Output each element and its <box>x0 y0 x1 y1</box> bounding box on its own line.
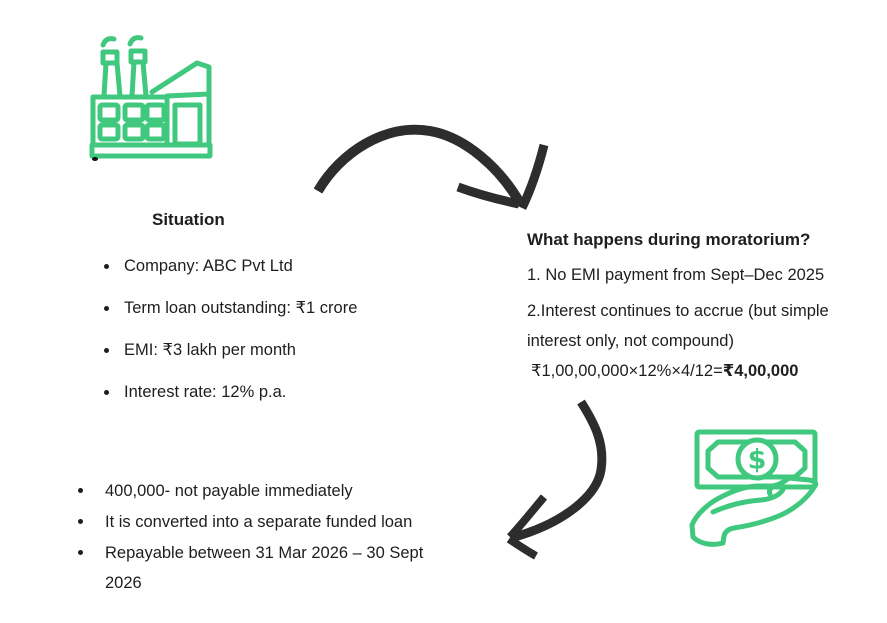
list-item-text: 400,000- not payable immediately <box>105 482 353 500</box>
list-item-text: Company: ABC Pvt Ltd <box>124 257 293 275</box>
moratorium-point-2: 2.Interest continues to accrue (but simple interest only, not compound) <box>527 302 829 350</box>
curved-arrow-down-left-icon <box>493 392 623 572</box>
list-item <box>76 476 457 506</box>
factory-icon <box>88 30 214 162</box>
list-item-text: It is converted into a separate funded loan <box>105 513 413 531</box>
moratorium-heading: What happens during moratorium? <box>527 230 811 249</box>
list-item <box>76 538 457 598</box>
list-item-text: Repayable between 31 Mar 2026 – 30 Sept 2026 <box>105 544 424 592</box>
list-item-text: Term loan outstanding: ₹1 crore <box>124 299 358 317</box>
formula-result: ₹4,00,000 <box>722 362 799 380</box>
cash-in-hand-icon <box>683 425 833 555</box>
list-item <box>102 383 357 402</box>
formula-expression: ₹1,00,00,000×12%×4/12= <box>531 362 723 380</box>
list-item-text: EMI: ₹3 lakh per month <box>124 341 296 359</box>
moratorium-section <box>527 229 872 386</box>
ink-dot <box>92 157 98 161</box>
list-item <box>102 257 357 276</box>
list-item-text: Interest rate: 12% p.a. <box>124 383 287 401</box>
moratorium-point-1: 1. No EMI payment from Sept–Dec 2025 <box>527 266 825 284</box>
situation-list <box>102 257 357 425</box>
situation-heading: Situation <box>152 210 225 229</box>
list-item <box>102 299 357 318</box>
outcome-list <box>76 476 457 599</box>
list-item <box>102 341 357 360</box>
list-item <box>76 507 457 537</box>
interest-formula <box>527 356 872 386</box>
dollar-sign: $ <box>747 444 767 476</box>
curved-arrow-down-right-icon <box>300 103 560 233</box>
